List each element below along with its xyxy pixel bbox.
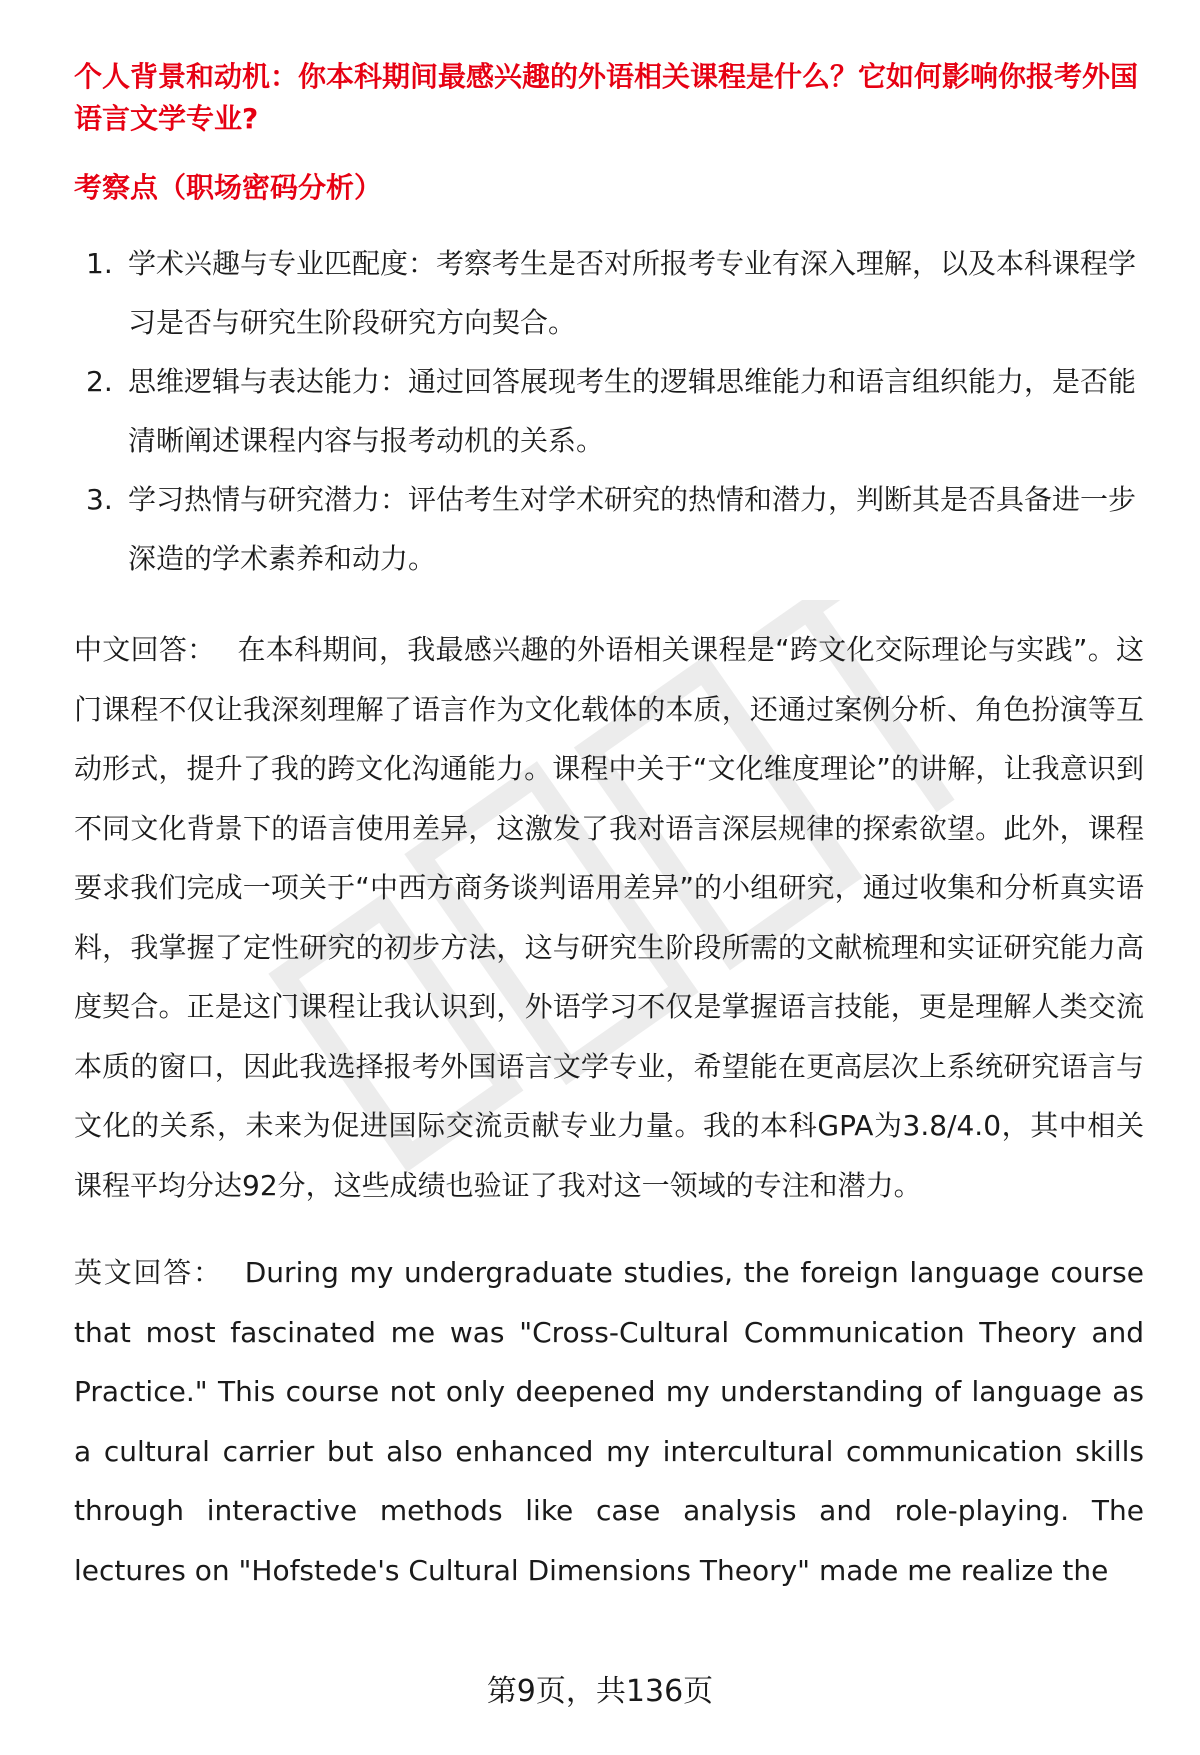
page-number-footer: 第9页，共136页 bbox=[486, 1674, 714, 1709]
english-answer-label: 英文回答： bbox=[74, 1256, 223, 1289]
chinese-answer-text: 在本科期间，我最感兴趣的外语相关课程是“跨文化交际理论与实践”。这门课程不仅让我深刻理解了语言作为文化载体的本质，还通过案例分析、角色扮演等互动形式，提升了我的跨文化沟通能力。课程中关于“文化维度理论”的讲解，让我意识到不同文化背景下的语言使用差异，这激发了我对语言深层规律的探索欲望。此外，课程要求我们完成一项关于“中西方商务谈判语用差异”的小组研究，通过收集和分析真实语料，我掌握了定性研究的初步方法，这与研究生阶段所需的文献梳理和实证研究能力高度契合。正是这门课程让我认识到，外语学习不仅是掌握语言技能，更是理解人类交流本质的窗口，因此我选择报考外国语言文学专业，希望能在更高层次上系统研究语言与文化的关系，未来为促进国际交流贡献专业力量。我的本科GPA为3.8/4.0，其中相关课程平均分达92分，这些成绩也验证了我对这一领域的专注和潜力。 bbox=[74, 633, 1144, 1202]
assessment-point-1 bbox=[74, 234, 1144, 352]
point-number: 2. bbox=[86, 365, 113, 398]
english-answer bbox=[74, 1243, 1144, 1600]
section-heading: 考察点（职场密码分析） bbox=[74, 171, 383, 204]
assessment-points-list bbox=[74, 234, 1144, 588]
question-heading: 个人背景和动机：你本科期间最感兴趣的外语相关课程是什么？它如何影响你报考外国语言文学专业? bbox=[74, 60, 1139, 135]
point-number: 3. bbox=[86, 483, 113, 516]
point-text: 学习热情与研究潜力：评估考生对学术研究的热情和潜力，判断其是否具备进一步深造的学术素养和动力。 bbox=[128, 483, 1137, 575]
point-text: 思维逻辑与表达能力：通过回答展现考生的逻辑思维能力和语言组织能力，是否能清晰阐述课程内容与报考动机的关系。 bbox=[128, 365, 1137, 457]
assessment-point-2 bbox=[74, 352, 1144, 470]
document-content bbox=[74, 56, 1144, 1600]
chinese-answer bbox=[74, 620, 1144, 1215]
english-answer-text: During my undergraduate studies, the foreign language course that most fascinated me was "Cross-Cultural Communication Theory and Practice." This course not only deepened my understanding of language as a cultural carrier but also enhanced my intercultural communication skills through interactive methods like case analysis and role-playing. The lectures on "Hofstede's Cultural Dimensions Theory" made me realize the bbox=[74, 1256, 1144, 1587]
point-text: 学术兴趣与专业匹配度：考察考生是否对所报考专业有深入理解，以及本科课程学习是否与研究生阶段研究方向契合。 bbox=[128, 247, 1137, 339]
assessment-point-3 bbox=[74, 470, 1144, 588]
point-number: 1. bbox=[86, 247, 113, 280]
chinese-answer-label: 中文回答： bbox=[74, 633, 216, 666]
